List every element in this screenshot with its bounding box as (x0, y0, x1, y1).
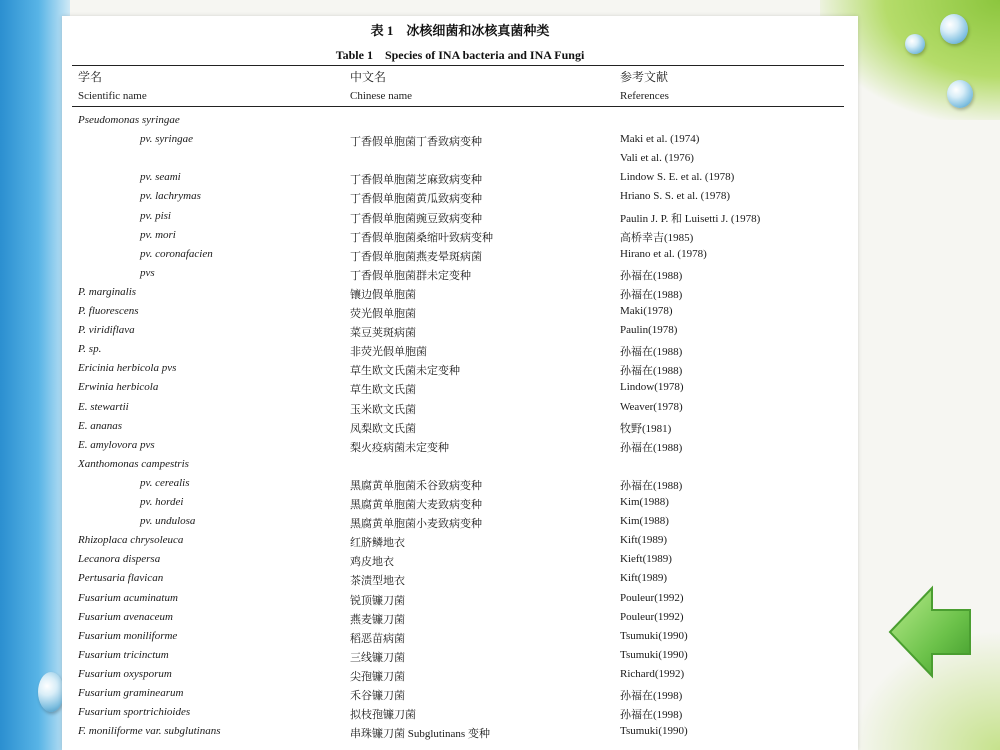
reference-cell: Hirano et al. (1978) (620, 247, 707, 260)
table-caption-english: Table 1 Species of INA bacteria and INA Fungi (335, 48, 585, 62)
reference-cell: Maki(1978) (620, 305, 673, 317)
reference-cell: Tsumuki(1990) (620, 629, 688, 642)
water-drop-icon (905, 34, 925, 54)
table-row (62, 647, 858, 666)
header-references-cn: 参考文献 (620, 70, 669, 84)
table-row (62, 494, 858, 513)
reference-cell: 孙福在(1998) (620, 690, 683, 702)
chinese-name-cell: 串珠镰刀菌 Subglutinans 变种 (350, 728, 490, 741)
table-row (62, 208, 858, 227)
scientific-name-cell: pv. lachrymas (140, 190, 201, 203)
scientific-name-cell: E. stewartii (78, 400, 129, 413)
reference-cell: Kim(1988) (620, 515, 669, 528)
chinese-name-cell: 菜豆荚斑病菌 (350, 327, 416, 340)
chinese-name-cell: 丁香假单胞菌桑缩叶致病变种 (350, 231, 493, 244)
table-row (62, 666, 858, 685)
reference-cell: 高桥幸吉(1985) (620, 231, 694, 244)
header-chinese-cn: 中文名 (350, 70, 387, 84)
reference-cell: 孙福在(1988) (620, 346, 683, 359)
scientific-name-cell: pv. seami (140, 171, 181, 184)
scientific-name-cell: pvs (140, 266, 155, 279)
chinese-name-cell: 禾谷镰刀菌 (350, 690, 405, 702)
chinese-name-cell: 玉米欧文氏菌 (350, 403, 416, 416)
chinese-name-cell: 丁香假单胞菌丁香致病变种 (350, 136, 482, 149)
chinese-name-cell: 三线镰刀菌 (350, 651, 405, 664)
table-row (62, 360, 858, 379)
table-row (62, 570, 858, 589)
scientific-name-cell: Ericinia herbicola pvs (78, 362, 177, 375)
reference-cell: 孙福在(1988) (620, 288, 683, 301)
scientific-name-cell: Xanthomonas campestris (78, 457, 189, 470)
reference-cell: 孙福在(1988) (620, 269, 683, 282)
reference-cell: Weaver(1978) (620, 400, 683, 413)
water-drop-icon (940, 14, 968, 44)
table-row (62, 150, 858, 169)
reference-cell: Tsumuki(1990) (620, 725, 688, 738)
chinese-name-cell: 燕麦镰刀菌 (350, 613, 405, 626)
green-left-arrow-icon[interactable] (888, 584, 974, 680)
scientific-name-cell: Fusarium moniliforme (78, 629, 178, 642)
chinese-name-cell: 梨火疫病菌未定变种 (350, 441, 449, 454)
water-drop-icon (38, 672, 64, 712)
reference-cell: Kift(1989) (620, 534, 668, 547)
scientific-name-cell: Fusarium sportrichioides (78, 706, 191, 719)
table-row (62, 685, 858, 704)
scientific-name-cell: P. fluorescens (78, 305, 139, 317)
chinese-name-cell: 丁香假单胞菌群未定变种 (350, 269, 471, 282)
scientific-name-cell: E. amylovora pvs (78, 438, 155, 451)
scientific-name-cell: Rhizoplaca chrysoleuca (78, 534, 184, 547)
table-header-rule (72, 106, 844, 107)
scientific-name-cell: P. viridiflava (78, 324, 135, 337)
reference-cell: 孙福在(1988) (620, 479, 683, 492)
chinese-name-cell: 稻恶苗病菌 (350, 632, 405, 645)
reference-cell: 孙福在(1988) (620, 441, 683, 454)
chinese-name-cell: 草生欧文氏菌未定变种 (350, 365, 460, 378)
reference-cell: Vali et al. (1976) (620, 152, 694, 165)
header-chinese-en: Chinese name (350, 90, 413, 102)
chinese-name-cell: 茶渍型地衣 (350, 575, 405, 588)
chinese-name-cell: 黑腐黄单胞菌小麦致病变种 (350, 518, 482, 531)
scientific-name-cell: Fusarium graminearum (78, 687, 184, 699)
reference-cell: 牧野(1981) (620, 422, 672, 435)
document-panel (62, 16, 858, 750)
scientific-name-cell: pv. hordei (140, 496, 184, 508)
scientific-name-cell: pv. mori (140, 228, 176, 241)
scientific-name-cell: F. moniliforme var. subglutinans (78, 725, 221, 738)
chinese-name-cell: 拟枝孢镰刀菌 (350, 709, 416, 722)
table-row (62, 246, 858, 265)
chinese-name-cell: 非荧光假单胞菌 (350, 346, 427, 359)
table-row (62, 188, 858, 207)
table-row (62, 437, 858, 456)
table-row (62, 379, 858, 398)
reference-cell: Lindow(1978) (620, 381, 684, 394)
table-row (62, 284, 858, 303)
left-blue-band (0, 0, 70, 750)
chinese-name-cell: 镶边假单胞菌 (350, 288, 416, 301)
table-row (62, 418, 858, 437)
table-caption-chinese: 表 1 冰核细菌和冰核真菌种类 (370, 23, 550, 38)
reference-cell: Kift(1989) (620, 572, 668, 585)
chinese-name-cell: 草生欧文氏菌 (350, 384, 416, 397)
chinese-name-cell: 丁香假单胞菌黄瓜致病变种 (350, 193, 482, 206)
scientific-name-cell: Fusarium tricinctum (78, 648, 169, 661)
scientific-name-cell: pv. coronafacien (140, 247, 213, 260)
chinese-name-cell: 红脐鳞地衣 (350, 537, 405, 550)
reference-cell: Pouleur(1992) (620, 591, 684, 604)
chinese-name-cell: 荧光假单胞菌 (350, 308, 416, 320)
scientific-name-cell: P. marginalis (78, 285, 137, 298)
chinese-name-cell: 锐顶镰刀菌 (350, 594, 405, 607)
table-top-rule (72, 65, 844, 66)
reference-cell: Lindow S. E. et al. (1978) (620, 171, 735, 184)
scientific-name-cell: Pseudomonas syringae (78, 114, 180, 126)
scientific-name-cell: Lecanora dispersa (78, 553, 161, 566)
chinese-name-cell: 丁香假单胞菌燕麦晕斑病菌 (350, 250, 482, 263)
table-row (62, 723, 858, 742)
chinese-name-cell: 鸡皮地衣 (350, 556, 394, 569)
scientific-name-cell: Fusarium oxysporum (78, 667, 172, 680)
table-row (62, 303, 858, 322)
chinese-name-cell: 丁香假单胞菌豌豆致病变种 (350, 212, 482, 225)
scientific-name-cell: Fusarium avenaceum (78, 610, 174, 623)
reference-cell: Kieft(1989) (620, 553, 672, 566)
scientific-name-cell: pv. undulosa (140, 515, 196, 528)
table-row (62, 590, 858, 609)
chinese-name-cell: 黑腐黄单胞菌大麦致病变种 (350, 499, 482, 511)
water-drop-icon (947, 80, 973, 108)
table-row (62, 532, 858, 551)
table-row (62, 265, 858, 284)
scientific-name-cell: P. sp. (78, 343, 102, 356)
reference-cell: Tsumuki(1990) (620, 648, 688, 661)
table-row (62, 609, 858, 628)
reference-cell: Maki et al. (1974) (620, 133, 700, 146)
scientific-name-cell: Erwinia herbicola (78, 381, 159, 394)
reference-cell: Kim(1988) (620, 496, 669, 508)
scientific-name-cell: pv. syringae (140, 133, 193, 146)
table-row (62, 551, 858, 570)
header-references-en: References (620, 90, 669, 102)
table-row (62, 227, 858, 246)
chinese-name-cell: 丁香假单胞菌芝麻致病变种 (350, 174, 482, 187)
reference-cell: Pouleur(1992) (620, 610, 684, 623)
table-row (62, 322, 858, 341)
reference-cell: 孙福在(1988) (620, 365, 683, 378)
scientific-name-cell: Pertusaria flavican (78, 572, 164, 585)
scientific-name-cell: pv. pisi (140, 209, 171, 222)
header-scientific-cn: 学名 (78, 70, 103, 84)
scientific-name-cell: E. ananas (78, 419, 122, 432)
table-row (62, 475, 858, 494)
header-scientific-en: Scientific name (78, 90, 147, 102)
table-row (62, 513, 858, 532)
reference-cell: Richard(1992) (620, 667, 685, 680)
reference-cell: Hriano S. S. et al. (1978) (620, 190, 730, 203)
chinese-name-cell: 尖孢镰刀菌 (350, 670, 405, 683)
table-row (62, 112, 858, 131)
chinese-name-cell: 凤梨欧文氏菌 (350, 422, 416, 435)
scientific-name-cell: Fusarium acuminatum (78, 591, 178, 604)
table-row (62, 399, 858, 418)
reference-cell: Paulin J. P. 和 Luisetti J. (1978) (620, 212, 761, 225)
table-row (62, 169, 858, 188)
table-row (62, 704, 858, 723)
table-row (62, 456, 858, 475)
table-row (62, 131, 858, 150)
chinese-name-cell: 黑腐黄单胞菌禾谷致病变种 (350, 479, 482, 492)
table-row (62, 341, 858, 360)
scientific-name-cell: pv. cerealis (140, 476, 190, 489)
reference-cell: 孙福在(1998) (620, 709, 683, 722)
table-row (62, 628, 858, 647)
reference-cell: Paulin(1978) (620, 324, 678, 337)
